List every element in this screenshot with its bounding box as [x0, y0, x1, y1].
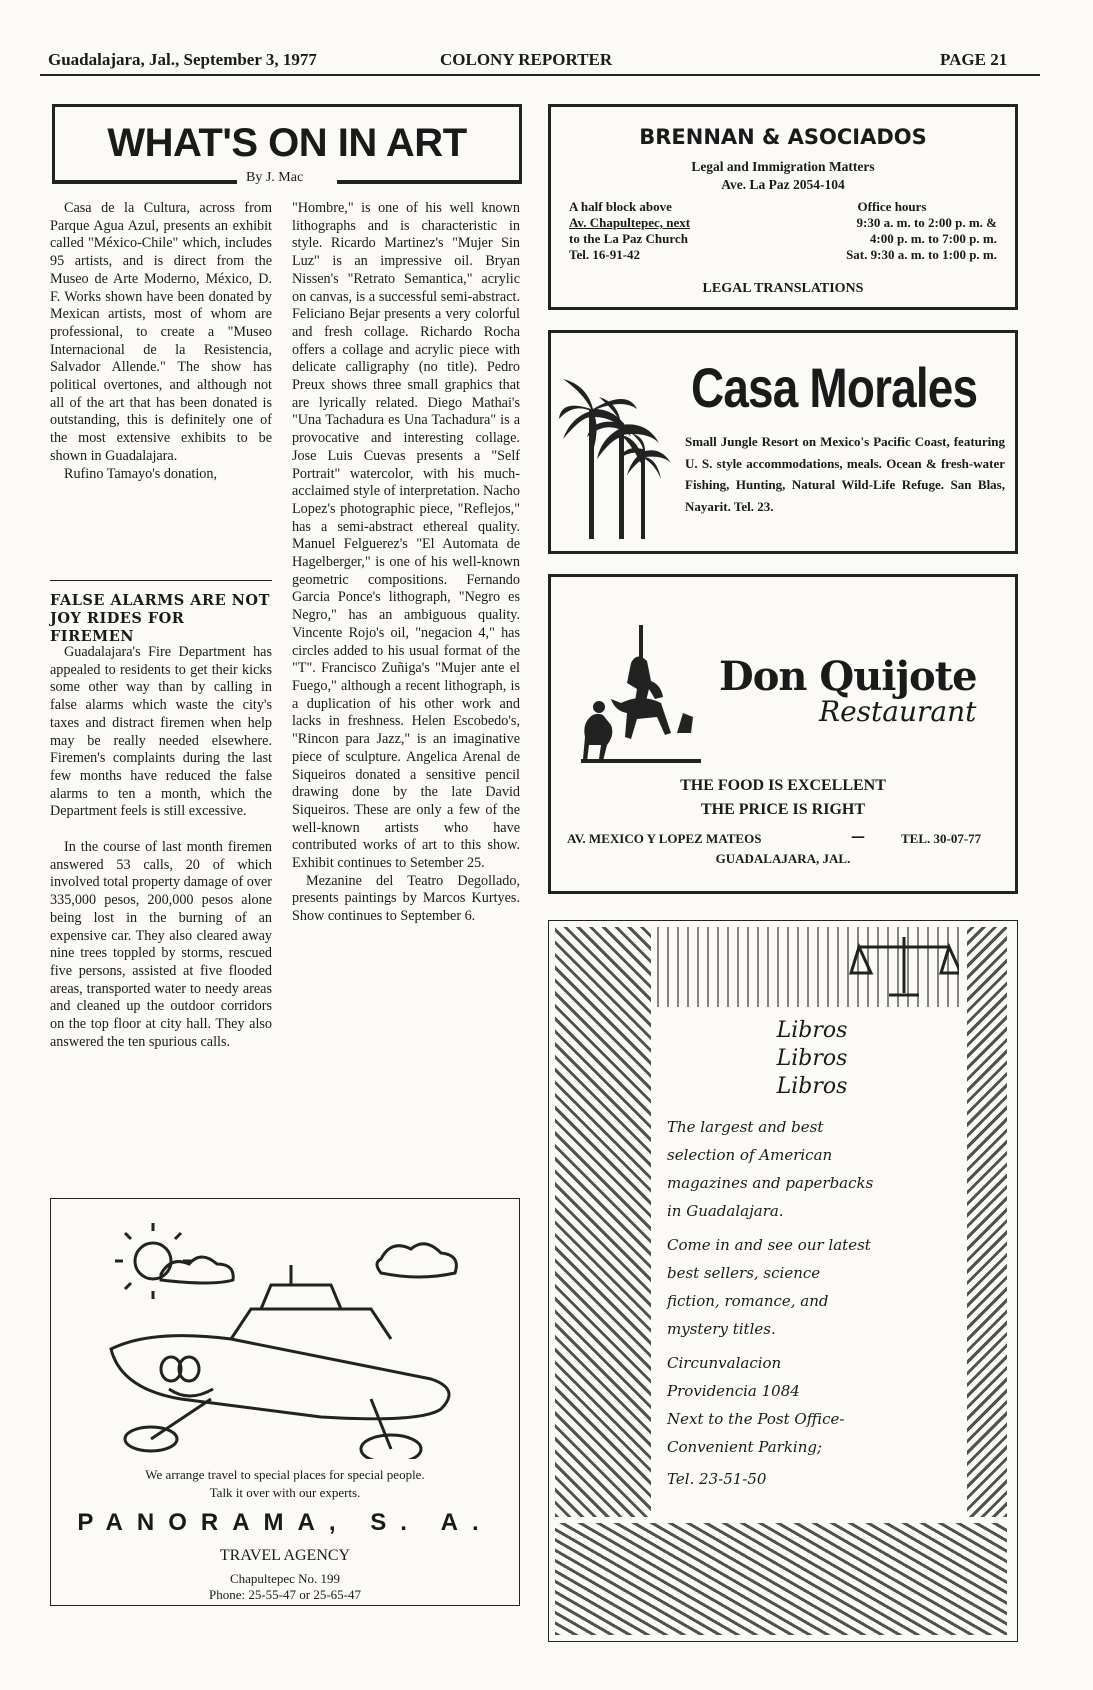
article-paragraph: Rufino Tamayo's donation,: [64, 465, 218, 482]
don-quijote-name: Don Quijote: [719, 653, 977, 700]
brennan-left-line: to the La Paz Church: [569, 231, 688, 246]
byline-rule-right: [337, 180, 522, 184]
libros-text-line: Come in and see our latest: [667, 1236, 871, 1254]
libros-address-line: Providencia 1084: [667, 1382, 800, 1400]
byline-rule-left: [52, 180, 237, 184]
don-quijote-address: AV. MEXICO Y LOPEZ MATEOS: [567, 831, 762, 846]
sun-icon: [135, 1243, 171, 1279]
firemen-paragraph: In the course of last month firemen answered 53 calls, 20 of which involved total property damage of over 335,000 pesos, 200,000 pesos alone being lost in the burning of an expensive car. They also cleared away nine trees toppled by storms, rescued five persons, assisted at five flooded areas, transported water to needy areas and cleaned up the outdoor corridors on the top floor at city hall. They also answered the ten spurious calls.: [50, 839, 272, 1050]
don-quijote-tel: TEL. 30-07-77: [901, 831, 982, 846]
panorama-tagline-1: We arrange travel to special places for special people.: [145, 1467, 425, 1482]
libros-ad: [548, 920, 1018, 1642]
brennan-ad: [548, 104, 1018, 310]
brennan-hours-title: Office hours: [857, 199, 927, 214]
brennan-line-2: Ave. La Paz 2054-104: [721, 177, 845, 192]
panorama-type: TRAVEL AGENCY: [219, 1547, 351, 1564]
panorama-tagline-2: Talk it over with our experts.: [209, 1485, 361, 1500]
firemen-paragraph: Guadalajara's Fire Department has appealed to residents to get their kicks some other way than by calling in false alarms which waste the city's taxes and distract firemen when help may be really needed elsewhere. Firemen's complaints during the last few months have reduced the false alarms to ten a month, which the Department feels is still excessive.: [50, 644, 272, 820]
don-quijote-illustration: [581, 623, 701, 763]
brennan-left-line: Av. Chapultepec, next: [569, 215, 691, 230]
libros-text-line: best sellers, science: [667, 1264, 821, 1282]
section-rule: [50, 580, 272, 581]
libros-title: Libros: [776, 1046, 848, 1071]
casa-morales-text: Small Jungle Resort on Mexico's Pacific Coast, featuring U. S. style accommodations, meals. Ocean & fresh-water Fishing, Hunting, Natural Wild-Life Refuge. San Blas, Nayarit. Tel. 23.: [685, 434, 1005, 514]
libros-title: Libros: [776, 1018, 848, 1043]
libros-address-line: Convenient Parking;: [667, 1438, 823, 1456]
don-quijote-line-1: THE FOOD IS EXCELLENT: [680, 777, 886, 794]
don-quijote-ad: [548, 574, 1018, 894]
don-quijote-city: GUADALAJARA, JAL.: [715, 851, 851, 866]
libros-address-line: Circunvalacion: [667, 1354, 782, 1372]
decorative-border-right: [967, 927, 1007, 1517]
paper-name: COLONY REPORTER: [440, 50, 613, 69]
byline: By J. Mac: [246, 170, 304, 185]
article-paragraph: "Hombre," is one of his well known lithographs and is characteristic in style. Ricardo Martinez's "Mujer Sin Luz" is an impressive oil. Bryan Nissen's "Retrato Semantica," acrylic on canvas, is a successful semi-abstract. Feliciano Bejar presents a very colorful and fresh collage. Richardo Rocha offers a collage and acrylic piece with delicate calligraphy (no title). Pedro Preux shows three small graphics that are lyrically related. Diego Mathai's "Una Tachadura es Una Tachadura" is a provocative and interesting collage. Jose Luis Cuevas presents a "Self Portrait" watercolor, with his much-acclaimed style of interpretation. Nacho Lopez's photographic piece, "Reflejos," has a semi-abstract ethereal quality. Manuel Felguerez's "El Automata de Hagelberger," is one of his well-known geometric compositions. Fernando Garcia Ponce's lithograph, "Negro es Negro," has an ambiguous quality. Vincente Rojo's oil, "negacion 4," has circles added to his usual format of the "T". Francisco Zuñiga's "Mujer ante el Fuego," although a recent lithograph, is a duplication of his other work and lacks in freshness. Helen Escobedo's, "Rincon para Jazz," is an imaginative piece of sculpture. Angelica Arenal de Siqueiros donated a sensitive pencil drawing done by the late David Siqueiros. These are only a few of the well-known artists who have contributed works of art to this show. Exhibit continues to Setember 25.: [292, 200, 520, 872]
brennan-line-1: Legal and Immigration Matters: [691, 159, 875, 174]
libros-text-line: fiction, romance, and: [667, 1292, 829, 1310]
article-col-2: [292, 200, 520, 926]
libros-text-line: in Guadalajara.: [667, 1202, 784, 1220]
don-quijote-dash: —: [851, 829, 865, 845]
article-title: WHAT'S ON IN ART: [107, 121, 467, 165]
palm-tree-icon: [559, 359, 675, 545]
cloud-icon: [377, 1244, 456, 1277]
casa-morales-name: Casa Morales: [691, 356, 978, 419]
header-rule: [40, 74, 1040, 76]
brennan-left-line: A half block above: [569, 199, 672, 214]
brennan-name: BRENNAN & ASOCIADOS: [639, 125, 927, 149]
decorative-border-left: [555, 927, 651, 1517]
libros-text-line: mystery titles.: [667, 1320, 776, 1338]
scales-icon: [849, 933, 959, 1003]
travel-illustration: [91, 1219, 481, 1459]
page-number: PAGE 21: [940, 50, 1008, 69]
panorama-ad: [50, 1198, 520, 1606]
brennan-left-info: [569, 199, 690, 263]
panorama-address: Chapultepec No. 199: [229, 1571, 341, 1586]
libros-address-line: Next to the Post Office-: [667, 1410, 845, 1428]
brennan-hours: [787, 199, 997, 263]
brennan-hours-line: 9:30 a. m. to 2:00 p. m. &: [856, 215, 997, 230]
article-paragraph: Casa de la Cultura, across from Parque Agua Azul, presents an exhibit called "México-Chile" which, includes 95 artists, and is direct from the Museo de Arte Moderno, México, D. F. Works shown have been donated by Mexican artists, most of whom are professional, to create a "Museo Internacional de la Resistencia, Salvador Allende." The show has political overtones, and although not all of the art that has been donated is outstanding, this is definitely one of the most extensive exhibits to be shown in Guadalajara.: [50, 200, 272, 464]
casa-morales-ad: [548, 330, 1018, 554]
panorama-phone: Phone: 25-55-47 or 25-65-47: [208, 1587, 361, 1602]
panorama-name: PANORAMA, S. A.: [77, 1509, 493, 1536]
libros-text-line: magazines and paperbacks: [667, 1174, 874, 1192]
libros-text-line: The largest and best: [667, 1118, 824, 1136]
libros-text-line: selection of American: [667, 1146, 833, 1164]
brennan-hours-line: 4:00 p. m. to 7:00 p. m.: [869, 231, 997, 246]
ship-icon: [231, 1265, 391, 1339]
libros-tel: Tel. 23-51-50: [667, 1470, 767, 1488]
firemen-article: [50, 644, 272, 1051]
article-col-1: [50, 200, 272, 483]
article-paragraph: Mezanine del Teatro Degollado, presents paintings by Marcos Kurtyes. Show continues to September 6.: [292, 872, 520, 925]
dateline: Guadalajara, Jal., September 3, 1977: [48, 50, 317, 69]
decorative-border-bottom: [555, 1523, 1007, 1635]
firemen-headline: FALSE ALARMS ARE NOT JOY RIDES FOR FIREMEN: [50, 592, 270, 645]
airplane-icon: [111, 1336, 449, 1419]
libros-text-block: [667, 1017, 957, 1493]
don-quijote-line-2: THE PRICE IS RIGHT: [700, 801, 866, 818]
libros-title: Libros: [776, 1074, 848, 1099]
brennan-hours-line: Sat. 9:30 a. m. to 1:00 p. m.: [846, 247, 997, 262]
brennan-left-line: Tel. 16-91-42: [569, 247, 641, 262]
don-quijote-subtitle: Restaurant: [819, 695, 977, 728]
brennan-footer: LEGAL TRANSLATIONS: [702, 281, 864, 296]
